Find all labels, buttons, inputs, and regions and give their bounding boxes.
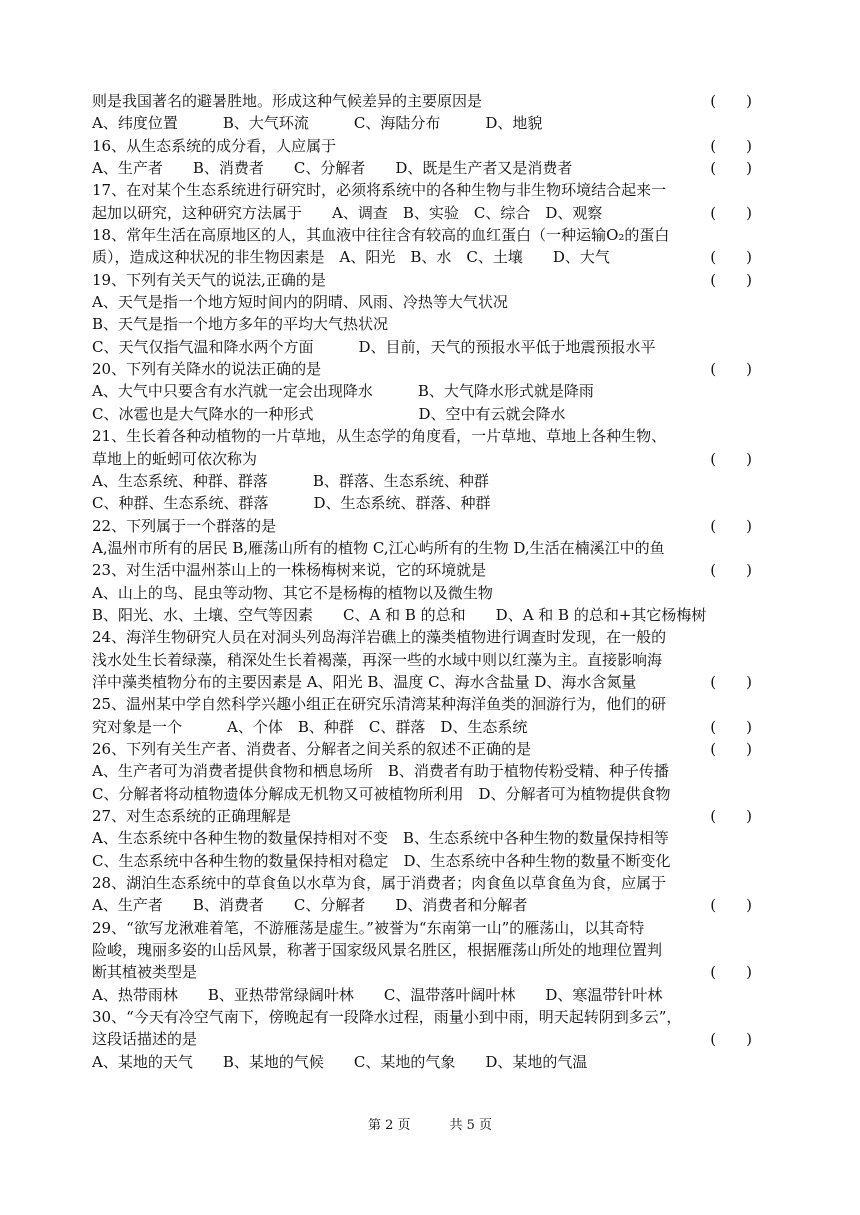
question-text: 29、“欲写龙湫难着笔，不游雁荡是虚生。”被誉为“东南第一山”的雁荡山，以其奇特 <box>92 918 645 937</box>
answer-blank: ( ) <box>710 739 752 758</box>
question-line <box>92 738 752 760</box>
question-text: 23、对生活中温州茶山上的一株杨梅树来说，它的环境就是 <box>92 561 487 580</box>
answer-blank: ( ) <box>710 203 752 222</box>
page-footer: 第 2 页 共 5 页 <box>367 1118 493 1133</box>
question-line <box>92 448 752 470</box>
question-line <box>92 939 752 961</box>
question-text: 19、下列有关天气的说法,正确的是 <box>92 270 326 289</box>
question-text: A、生产者 B、消费者 C、分解者 D、消费者和分解者 <box>92 896 528 915</box>
question-text: 28、湖泊生态系统中的草食鱼以水草为食，属于消费者；肉食鱼以草食鱼为食，应属于 <box>92 874 667 893</box>
question-line <box>92 291 752 313</box>
question-line <box>92 135 752 157</box>
question-text: 则是我国著名的避暑胜地。形成这种气候差异的主要原因是 <box>92 92 483 110</box>
question-line <box>92 716 752 738</box>
question-text: A、某地的天气 B、某地的气候 C、某地的气象 D、某地的气温 <box>92 1052 588 1071</box>
question-line <box>92 827 752 849</box>
question-line <box>92 1028 752 1050</box>
question-line <box>92 850 752 872</box>
question-text: C、天气仅指气温和降水两个方面 D、目前，天气的预报水平低于地震预报水平 <box>92 337 656 356</box>
question-line <box>92 515 752 537</box>
question-line <box>92 872 752 894</box>
question-text: A、生态系统、种群、群落 B、群落、生态系统、种群 <box>92 471 489 490</box>
question-text: 洋中藻类植物分布的主要因素是 A、阳光 B、温度 C、海水含盐量 D、海水含氮量 <box>92 672 637 691</box>
question-text: C、冰雹也是大气降水的一种形式 D、空中有云就会降水 <box>92 404 566 423</box>
question-line <box>92 671 752 693</box>
question-line <box>92 157 752 179</box>
question-line <box>92 582 752 604</box>
question-text: A,温州市所有的居民 B,雁荡山所有的植物 C,江心屿所有的生物 D,生活在楠溪江中的鱼 <box>92 538 665 557</box>
question-text: 22、下列属于一个群落的是 <box>92 516 277 535</box>
question-line <box>92 760 752 782</box>
question-text: 25、温州某中学自然科学兴趣小组正在研究乐清湾某种海洋鱼类的洄游行为，他们的研 <box>92 695 667 714</box>
question-text: 18、常年生活在高原地区的人，其血液中往往含有较高的血红蛋白（一种运输O₂的蛋白 <box>92 226 670 245</box>
answer-blank: ( ) <box>710 449 752 468</box>
question-line <box>92 1051 752 1073</box>
question-line <box>92 179 752 201</box>
question-text: C、分解者将动植物遗体分解成无机物又可被植物所利用 D、分解者可为植物提供食物 <box>92 784 671 803</box>
question-line <box>92 805 752 827</box>
question-text: 断其植被类型是 <box>92 963 198 982</box>
answer-blank: ( ) <box>710 1030 752 1049</box>
question-line <box>92 693 752 715</box>
answer-blank: ( ) <box>710 963 752 982</box>
question-line <box>92 269 752 291</box>
answer-blank: ( ) <box>710 516 752 535</box>
question-text: A、生产者 B、消费者 C、分解者 D、既是生产者又是消费者 <box>92 159 573 178</box>
question-text: C、生态系统中各种生物的数量保持相对稳定 D、生态系统中各种生物的数量不断变化 <box>92 851 671 870</box>
question-text: 起加以研究，这种研究方法属于 A、调查 B、实验 C、综合 D、观察 <box>92 203 603 222</box>
answer-blank: ( ) <box>710 92 752 110</box>
question-line <box>92 90 752 112</box>
answer-blank: ( ) <box>710 672 752 691</box>
question-text: C、种群、生态系统、群落 D、生态系统、群落、种群 <box>92 494 491 513</box>
question-line <box>92 403 752 425</box>
question-text: 质），造成这种状况的非生物因素是 A、阳光 B、水 C、土壤 D、大气 <box>92 248 610 267</box>
answer-blank: ( ) <box>710 360 752 379</box>
question-text: 27、对生态系统的正确理解是 <box>92 807 292 825</box>
question-line <box>92 202 752 224</box>
question-text: 17、在对某个生态系统进行研究时，必须将系统中的各种生物与非生物环境结合起来一 <box>92 181 667 200</box>
question-text: A、热带雨林 B、亚热带常绿阔叶林 C、温带落叶阔叶林 D、寒温带针叶林 <box>92 985 663 1004</box>
exam-page <box>92 90 752 1073</box>
answer-blank: ( ) <box>710 136 752 155</box>
question-line <box>92 336 752 358</box>
question-text: 究对象是一个 A、个体 B、种群 C、群落 D、生态系统 <box>92 717 528 736</box>
question-text: A、生态系统中各种生物的数量保持相对不变 B、生态系统中各种生物的数量保持相等 <box>92 829 669 848</box>
answer-blank: ( ) <box>710 717 752 736</box>
answer-blank: ( ) <box>710 248 752 267</box>
answer-blank: ( ) <box>710 270 752 289</box>
question-line <box>92 894 752 916</box>
answer-blank: ( ) <box>710 807 752 825</box>
question-text: A、纬度位置 B、大气环流 C、海陆分布 D、地貌 <box>92 114 543 133</box>
question-text: A、生产者可为消费者提供食物和栖息场所 B、消费者有助于植物传粉受精、种子传播 <box>92 762 669 781</box>
question-line <box>92 246 752 268</box>
question-line <box>92 917 752 939</box>
question-line <box>92 1006 752 1028</box>
question-text: 险峻，瑰丽多姿的山岳风景，称著于国家级风景名胜区，根据雁荡山所处的地理位置判 <box>92 941 663 960</box>
question-line <box>92 425 752 447</box>
question-text: B、天气是指一个地方多年的平均大气热状况 <box>92 315 389 334</box>
question-line <box>92 224 752 246</box>
question-line <box>92 313 752 335</box>
question-text: A、山上的鸟、昆虫等动物、其它不是杨梅的植物以及微生物 <box>92 583 493 602</box>
question-text: 这段话描述的是 <box>92 1030 198 1049</box>
answer-blank: ( ) <box>710 561 752 580</box>
question-line <box>92 492 752 514</box>
question-text: 浅水处生长着绿藻，稍深处生长着褐藻，再深一些的水域中则以红藻为主。直接影响海 <box>92 650 663 669</box>
question-text: A、天气是指一个地方短时间内的阴晴、风雨、冷热等大气状况 <box>92 293 508 312</box>
question-text: 草地上的蚯蚓可依次称为 <box>92 449 258 468</box>
question-line <box>92 961 752 983</box>
question-text: A、大气中只要含有水汽就一定会出现降水 B、大气降水形式就是降雨 <box>92 382 594 401</box>
question-line <box>92 783 752 805</box>
question-line <box>92 537 752 559</box>
question-line <box>92 470 752 492</box>
question-text: 20、下列有关降水的说法正确的是 <box>92 360 322 379</box>
question-text: B、阳光、水、土壤、空气等因素 C、A 和 B 的总和 D、A 和 B 的总和+其它杨梅树 <box>92 605 707 624</box>
question-text: 30、“今天有冷空气南下，傍晚起有一段降水过程，雨量小到中雨，明天起转阴到多云”， <box>92 1008 682 1027</box>
question-line <box>92 559 752 581</box>
question-text: 24、海洋生物研究人员在对洞头列岛海洋岩礁上的藻类植物进行调查时发现，在一般的 <box>92 628 667 647</box>
question-line <box>92 626 752 648</box>
question-line <box>92 649 752 671</box>
question-line <box>92 358 752 380</box>
question-text: 21、生长着各种动植物的一片草地，从生态学的角度看，一片草地、草地上各种生物、 <box>92 427 667 446</box>
question-text: 16、从生态系统的成分看，人应属于 <box>92 136 337 155</box>
answer-blank: ( ) <box>710 159 752 178</box>
answer-blank: ( ) <box>710 896 752 915</box>
question-line <box>92 984 752 1006</box>
question-line <box>92 112 752 134</box>
question-line <box>92 380 752 402</box>
question-line <box>92 604 752 626</box>
question-text: 26、下列有关生产者、消费者、分解者之间关系的叙述不正确的是 <box>92 739 532 758</box>
